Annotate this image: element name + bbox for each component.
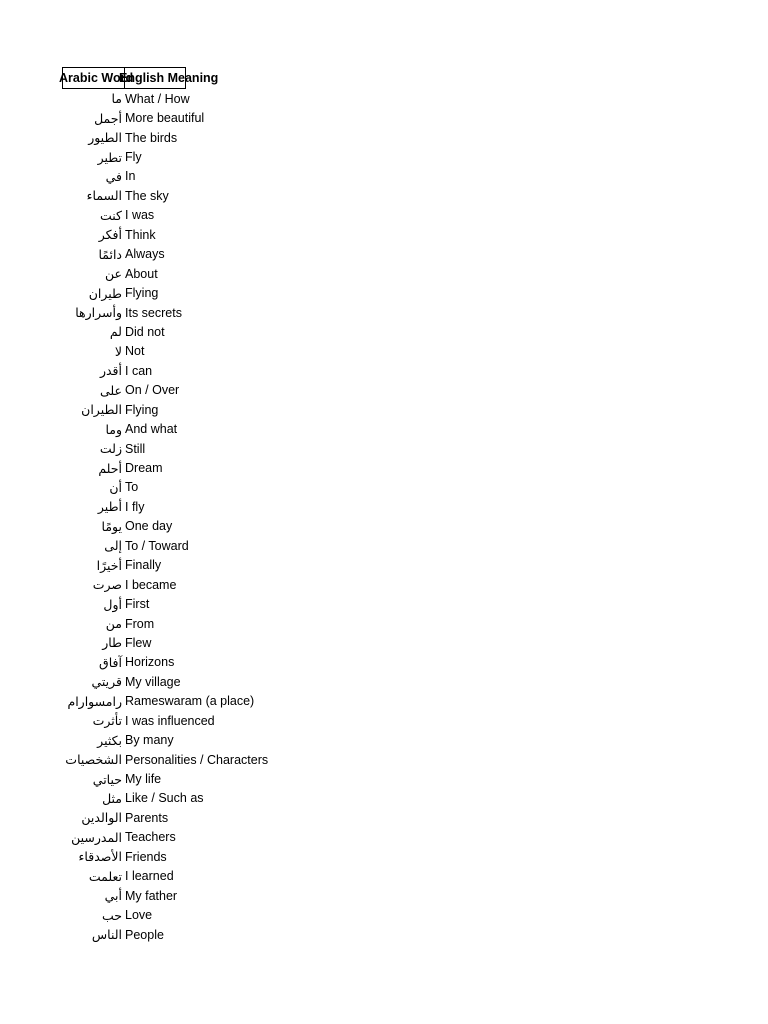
english-meaning-cell[interactable]: The birds [125,130,178,145]
arabic-word-cell[interactable]: الشخصيات [65,752,122,768]
english-meaning-cell[interactable]: What / How [125,91,190,106]
arabic-word-cell[interactable]: الأصدقاء [78,849,122,865]
english-meaning-cell[interactable]: One day [125,519,173,534]
english-meaning-cell[interactable]: To / Toward [125,538,189,553]
arabic-word-cell[interactable]: أول [103,596,122,612]
english-meaning-cell[interactable]: I became [125,577,177,592]
arabic-word-cell[interactable]: عن [105,266,122,282]
english-meaning-cell[interactable]: I was influenced [125,713,215,728]
arabic-word-cell[interactable]: الطيران [81,402,122,418]
arabic-word-cell[interactable]: صرت [92,577,122,593]
table-row [0,478,400,497]
table-header [59,67,219,89]
arabic-word-cell[interactable]: ما [111,91,122,107]
arabic-word-cell[interactable]: أطير [97,499,122,515]
english-meaning-cell[interactable]: Friends [125,849,167,864]
table-row [0,614,400,633]
arabic-word-cell[interactable]: بكثير [97,732,122,748]
table-row [0,186,400,205]
english-meaning-cell[interactable]: Think [125,227,156,242]
english-meaning-cell[interactable]: Its secrets [125,305,182,320]
table-row [0,750,400,769]
arabic-word-cell[interactable]: تأثرت [92,713,122,729]
table-row [0,672,400,691]
table-row [0,458,400,477]
table-row [0,303,400,322]
arabic-word-cell[interactable]: أبي [104,888,122,904]
arabic-word-cell[interactable]: من [105,616,122,632]
table-row [0,828,400,847]
english-meaning-cell[interactable]: Love [125,908,153,923]
english-meaning-cell[interactable]: Rameswaram (a place) [125,694,255,709]
vocabulary-table [0,89,400,944]
english-meaning-cell[interactable]: I was [125,208,155,223]
english-meaning-cell[interactable]: More beautiful [125,111,205,126]
table-row [0,400,400,419]
header-arabic-label: Arabic Word [59,71,134,85]
english-meaning-cell[interactable]: The sky [125,188,169,203]
english-meaning-cell[interactable]: My father [125,888,178,903]
table-row [0,575,400,594]
english-meaning-cell[interactable]: In [125,169,136,184]
table-row [0,653,400,672]
english-meaning-cell[interactable]: By many [125,733,174,748]
table-row [0,361,400,380]
table-row [0,789,400,808]
english-meaning-cell[interactable]: My life [125,772,162,787]
arabic-word-cell[interactable]: أفكر [98,227,122,243]
table-row [0,128,400,147]
table-row [0,769,400,788]
english-meaning-cell[interactable]: Flying [125,286,159,301]
english-meaning-cell[interactable]: Fly [125,150,142,165]
table-row [0,867,400,886]
english-meaning-cell[interactable]: People [125,927,164,942]
table-row [0,886,400,905]
english-meaning-cell[interactable]: Flew [125,635,152,650]
table-row [0,497,400,516]
arabic-word-cell[interactable]: أخيرًا [96,557,122,573]
arabic-word-cell[interactable]: أحلم [98,460,122,476]
arabic-word-cell[interactable]: لا [114,343,122,359]
table-row [0,245,400,264]
header-cell-english[interactable] [119,67,219,89]
english-meaning-cell[interactable]: From [125,616,155,631]
table-row [0,225,400,244]
table-row [0,730,400,749]
table-row [0,692,400,711]
table-row [0,206,400,225]
arabic-word-cell[interactable]: أقدر [99,363,122,379]
english-meaning-cell[interactable]: Always [125,247,165,262]
english-meaning-cell[interactable]: On / Over [125,383,180,398]
header-english-label: English Meaning [119,71,219,85]
arabic-word-cell[interactable]: يومًا [101,518,122,534]
arabic-word-cell[interactable]: الناس [91,927,122,943]
arabic-word-cell[interactable]: دائمًا [98,246,122,262]
table-row [0,439,400,458]
arabic-word-cell[interactable]: وأسرارها [75,305,122,321]
arabic-word-cell[interactable]: طار [102,635,122,651]
table-row [0,711,400,730]
arabic-word-cell[interactable]: حب [101,907,122,923]
arabic-word-cell[interactable]: الطيور [88,130,122,146]
arabic-word-cell[interactable]: آفاق [99,654,122,670]
english-meaning-cell[interactable]: Not [125,344,145,359]
table-row [0,264,400,283]
table-row [0,808,400,827]
english-meaning-cell[interactable]: Parents [125,810,169,825]
arabic-word-cell[interactable]: وما [105,421,122,437]
english-meaning-cell[interactable]: I can [125,363,153,378]
table-row [0,556,400,575]
arabic-word-cell[interactable]: إلى [104,538,122,554]
arabic-word-cell[interactable]: أن [109,479,122,495]
table-row [0,147,400,166]
table-row [0,633,400,652]
table-row [0,342,400,361]
table-row [0,594,400,613]
arabic-word-cell[interactable]: مثل [102,790,122,806]
table-row [0,419,400,438]
english-meaning-cell[interactable]: Flying [125,402,159,417]
table-row [0,925,400,944]
table-row [0,322,400,341]
arabic-word-cell[interactable]: تطير [97,149,122,165]
arabic-word-cell[interactable]: أجمل [94,110,122,126]
arabic-word-cell[interactable]: لم [109,324,122,340]
table-row [0,108,400,127]
arabic-word-cell[interactable]: المدرسين [71,829,122,845]
table-row [0,847,400,866]
table-row [0,905,400,924]
table-row [0,167,400,186]
english-meaning-cell[interactable]: And what [125,422,178,437]
arabic-word-cell[interactable]: حياتي [92,771,122,787]
table-row [0,517,400,536]
english-meaning-cell[interactable]: I learned [125,869,174,884]
arabic-word-cell[interactable]: قريتي [91,674,122,690]
english-meaning-cell[interactable]: Finally [125,558,162,573]
arabic-word-cell[interactable]: الوالدين [81,810,122,826]
arabic-word-cell[interactable]: كنت [100,207,122,223]
english-meaning-cell[interactable]: Teachers [125,830,176,845]
english-meaning-cell[interactable]: My village [125,674,181,689]
english-meaning-cell[interactable]: First [125,597,150,612]
table-row [0,536,400,555]
table-row [0,89,400,108]
arabic-word-cell[interactable]: طيران [88,285,122,301]
table-row [0,283,400,302]
english-meaning-cell[interactable]: Still [125,441,146,456]
arabic-word-cell[interactable]: على [99,382,122,398]
english-meaning-cell[interactable]: To [125,480,139,495]
english-meaning-cell[interactable]: About [125,266,158,281]
english-meaning-cell[interactable]: Did not [125,324,165,339]
arabic-word-cell[interactable]: تعلمت [88,868,122,884]
header-cell-arabic[interactable] [59,67,134,89]
arabic-word-cell[interactable]: في [105,168,122,184]
arabic-word-cell[interactable]: زلت [99,441,122,457]
english-meaning-cell[interactable]: I fly [125,499,145,514]
english-meaning-cell[interactable]: Like / Such as [125,791,204,806]
english-meaning-cell[interactable]: Dream [125,461,163,476]
table-row [0,381,400,400]
arabic-word-cell[interactable]: رامسوارام [67,693,122,709]
arabic-word-cell[interactable]: السماء [86,188,122,204]
english-meaning-cell[interactable]: Personalities / Characters [125,752,269,767]
english-meaning-cell[interactable]: Horizons [125,655,175,670]
